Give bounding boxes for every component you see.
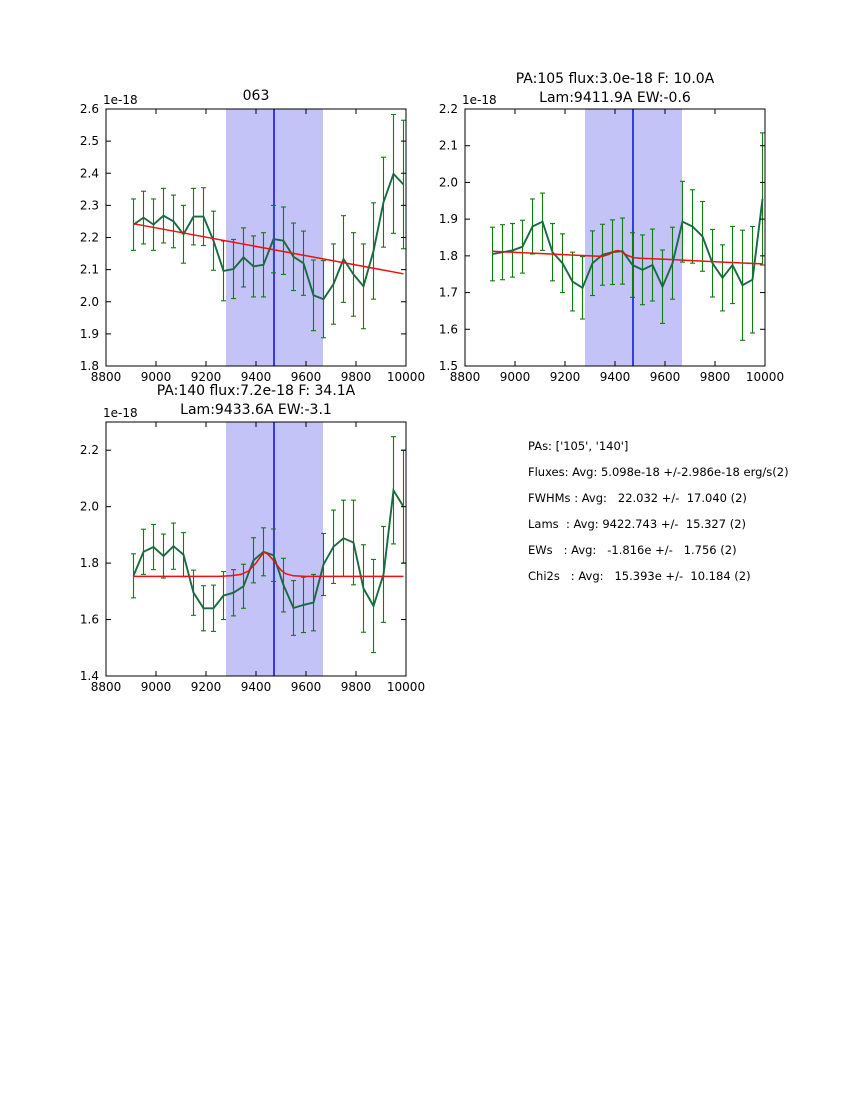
stats-fwhms: FWHMs : Avg: 22.032 +/- 17.040 (2) (528, 491, 747, 505)
svg-text:2.2: 2.2 (79, 443, 99, 458)
plot-title: 063 (242, 88, 270, 104)
svg-text:2.3: 2.3 (79, 198, 99, 213)
x-tick-labels (91, 680, 425, 694)
svg-text:2.0: 2.0 (79, 294, 99, 309)
svg-text:2.1: 2.1 (438, 138, 458, 153)
plot-title-line2: Lam:9411.9A EW:-0.6 (539, 90, 691, 106)
svg-text:9400: 9400 (599, 370, 631, 384)
stats-fluxes: Fluxes: Avg: 5.098e-18 +/-2.986e-18 erg/s(2) (528, 465, 789, 479)
svg-text:9000: 9000 (140, 370, 172, 384)
svg-text:9800: 9800 (699, 370, 731, 384)
svg-text:9000: 9000 (140, 680, 172, 694)
svg-text:1.8: 1.8 (79, 556, 99, 571)
stats-chi2s: Chi2s : Avg: 15.393e +/- 10.184 (2) (528, 569, 751, 583)
svg-text:10000: 10000 (386, 680, 426, 694)
plot-title-line1: PA:105 flux:3.0e-18 F: 10.0A (515, 71, 715, 87)
svg-text:10000: 10000 (386, 370, 426, 384)
svg-text:9200: 9200 (190, 370, 222, 384)
svg-text:1.6: 1.6 (79, 612, 99, 627)
svg-text:1.9: 1.9 (438, 212, 458, 227)
svg-text:9800: 9800 (340, 680, 372, 694)
y-tick-labels (80, 102, 99, 373)
y-axis-offset-label: 1e-18 (103, 93, 138, 107)
svg-text:8800: 8800 (449, 370, 481, 384)
y-tick-labels (439, 102, 458, 373)
svg-text:8800: 8800 (90, 370, 122, 384)
svg-text:2.1: 2.1 (79, 262, 99, 277)
plot-pa063-chart (58, 68, 430, 400)
svg-text:2.0: 2.0 (79, 499, 99, 514)
svg-text:2.2: 2.2 (438, 102, 458, 116)
svg-text:1.5: 1.5 (438, 359, 458, 373)
svg-text:1.7: 1.7 (438, 285, 458, 300)
plot-pa105-chart (417, 68, 789, 400)
svg-text:9600: 9600 (290, 680, 322, 694)
svg-text:9400: 9400 (240, 680, 272, 694)
svg-text:8800: 8800 (90, 680, 122, 694)
plot-title-line1: PA:140 flux:7.2e-18 F: 34.1A (156, 383, 356, 399)
stats-ews: EWs : Avg: -1.816e +/- 1.756 (2) (528, 543, 737, 557)
y-axis-offset-label: 1e-18 (103, 406, 138, 420)
svg-text:9600: 9600 (290, 370, 322, 384)
svg-text:1.9: 1.9 (79, 326, 99, 341)
svg-text:9200: 9200 (190, 680, 222, 694)
svg-text:2.4: 2.4 (79, 166, 99, 181)
svg-text:2.6: 2.6 (79, 102, 99, 116)
svg-text:9400: 9400 (240, 370, 272, 384)
plot-pa063 (58, 68, 430, 400)
plot-pa105 (417, 68, 789, 400)
svg-text:1.8: 1.8 (79, 359, 99, 373)
svg-text:9600: 9600 (649, 370, 681, 384)
stats-panel (528, 433, 789, 589)
plot-pa140 (58, 381, 430, 710)
svg-text:9000: 9000 (499, 370, 531, 384)
svg-text:2.2: 2.2 (79, 230, 99, 245)
svg-text:2.0: 2.0 (438, 175, 458, 190)
svg-text:9200: 9200 (549, 370, 581, 384)
svg-text:2.5: 2.5 (79, 134, 99, 149)
y-tick-labels (80, 443, 99, 683)
svg-text:1.4: 1.4 (79, 669, 99, 683)
svg-text:1.8: 1.8 (438, 248, 458, 263)
x-tick-labels (450, 370, 784, 384)
svg-text:9800: 9800 (340, 370, 372, 384)
plot-pa140-chart (58, 381, 430, 710)
svg-text:10000: 10000 (745, 370, 785, 384)
stats-lams: Lams : Avg: 9422.743 +/- 15.327 (2) (528, 517, 747, 531)
stats-pas: PAs: ['105', '140'] (528, 439, 629, 453)
svg-text:1.6: 1.6 (438, 322, 458, 337)
y-axis-offset-label: 1e-18 (462, 93, 497, 107)
plot-title-line2: Lam:9433.6A EW:-3.1 (180, 402, 332, 418)
